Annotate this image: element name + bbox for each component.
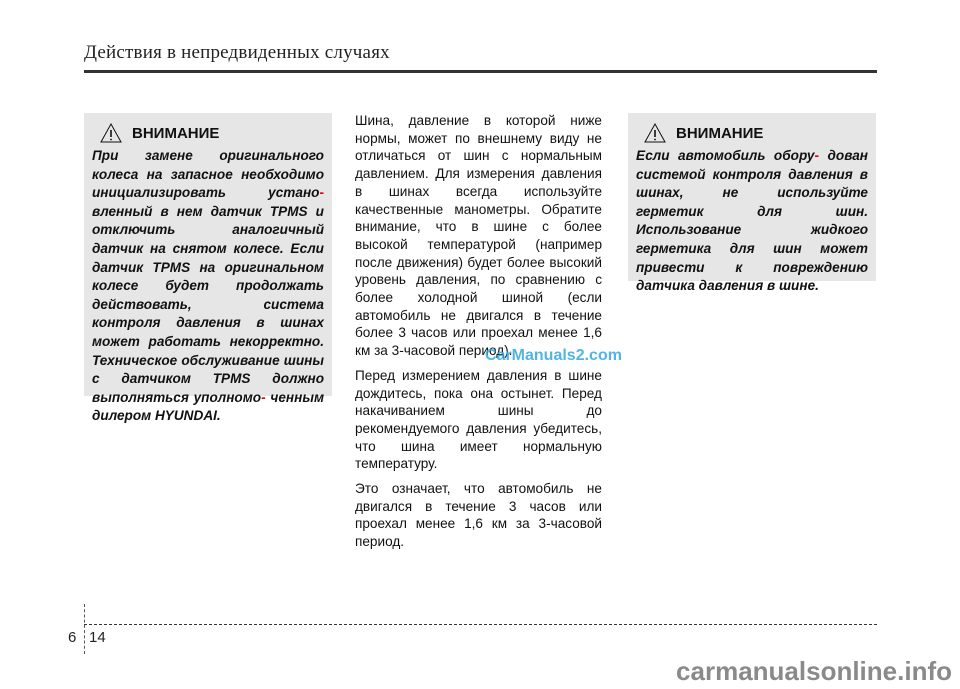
footer-rule — [84, 624, 877, 625]
hyphen-mark: - — [261, 389, 266, 405]
warning-heading — [636, 123, 868, 143]
page-number: 14 — [89, 629, 106, 646]
site-watermark: carmanualsonline.info — [676, 656, 952, 686]
warning-text-part: При замене оригинального колеса на запасное необходимо инициализировать устано — [92, 148, 324, 201]
hyphen-mark: - — [814, 148, 819, 163]
warning-box-right — [628, 113, 876, 294]
warning-text — [636, 147, 868, 296]
warning-text-part: дован системой контроля давления в шинах, не используйте герметик для шин. Использование жидкого герметика для шин может привести к повреждению датчика давления в шине. — [636, 148, 868, 294]
warning-text — [92, 147, 324, 426]
header-rule — [84, 70, 877, 73]
chapter-number: 6 — [68, 629, 77, 646]
warning-box-left — [84, 113, 332, 424]
section-title: Действия в непредвиденных случаях — [84, 42, 390, 63]
watermark: CarManuals2.com — [485, 347, 622, 364]
warning-title: ВНИМАНИЕ — [676, 124, 764, 142]
warning-text-part: ченным дилером HYUNDAI. — [92, 389, 324, 424]
warning-triangle-icon — [100, 123, 122, 143]
paragraph: Это означает, что автомобиль не двигался в течение 3 часов или проехал менее 1,6 км за 3-часовой период. — [355, 481, 602, 550]
warning-text-part: вленный в нем датчик TPMS и отключить аналогичный датчик на снятом колесе. Если датчик TPMS на оригинальном колесе будет продолжать действовать, система контроля давления в шинах может работать некорректно. Техническое обслуживание шины с датчиком TPMS должно выполняться уполномо — [92, 203, 324, 405]
hyphen-mark: - — [319, 185, 324, 201]
main-text-column — [355, 112, 602, 558]
paragraph: Шина, давление в которой ниже нормы, может по внешнему виду не отличаться от шин с нормальным давлением. Для измерения давления в шинах всегда используйте качественные манометры. Обратите внимание, что в шине с более высокой температурой (например после движения) будет более высокий уровень давления, по сравнению с более холодной шиной (если автомобиль не двигался в течение более 3 часов или проехал менее 1,6 км за 3-часовой период). — [355, 113, 602, 359]
warning-triangle-icon — [644, 123, 666, 143]
page-divider — [84, 604, 85, 654]
warning-text-part: Если автомобиль обору — [636, 148, 815, 163]
paragraph: Перед измерением давления в шине дождитесь, пока она остынет. Перед накачиванием шины до рекомендуемого давления убедитесь, что шина имеет нормальную температуру. — [355, 367, 602, 472]
warning-title: ВНИМАНИЕ — [132, 124, 220, 142]
warning-heading — [92, 123, 324, 143]
